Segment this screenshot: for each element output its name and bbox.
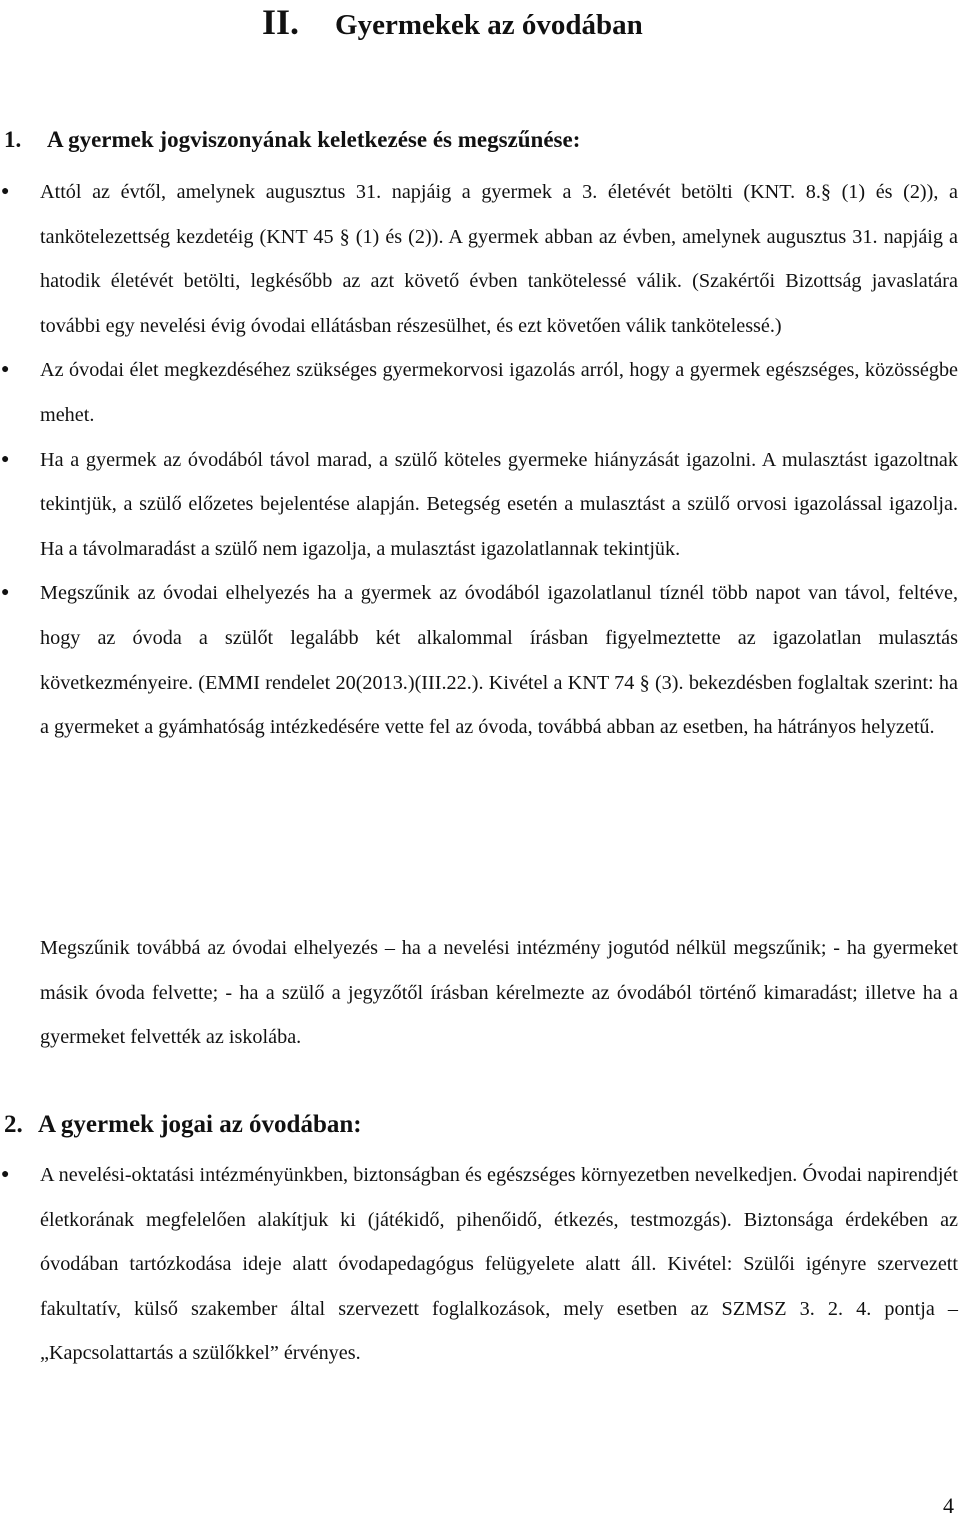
list-item xyxy=(0,1153,958,1376)
section-1-number: 1. xyxy=(4,127,22,152)
section-1-title: A gyermek jogviszonyának keletkezése és megszűnése: xyxy=(47,127,581,152)
section-2-bullet-list xyxy=(0,1153,960,1376)
list-item-text: Attól az évtől, amelynek augusztus 31. napjáig a gyermek a 3. életévét betölti (KNT. 8.§ (1) és (2)), a tankötelezettség kezdetéig (KNT 45 § (1) és (2)). A gyermek abban az évben, amelynek augusztus 31. napjáig a hatodik életévét betölti, legkésőbb az azt követő évben tankötelessé válik. (Szakértői Bizottság javaslatára további egy nevelési évig óvodai ellátásban részesülhet, és ezt követően válik tankötelessé.) xyxy=(40,181,958,337)
section-2-heading xyxy=(4,1106,362,1144)
section-2-title: A gyermek jogai az óvodában: xyxy=(38,1111,362,1138)
bullet-icon: ● xyxy=(1,1167,10,1182)
bullet-icon: ● xyxy=(1,184,10,199)
list-item-text: Ha a gyermek az óvodából távol marad, a szülő köteles gyermeke hiányzását igazolni. A mulasztást igazoltnak tekintjük, a szülő előzetes bejelentése alapján. Betegség esetén a mulasztást a szülő orvosi igazolással igazolja. Ha a távolmaradást a szülő nem igazolja, a mulasztást igazolatlannak tekintjük. xyxy=(40,448,958,560)
bullet-icon: ● xyxy=(1,585,10,601)
list-item-text: Az óvodai élet megkezdéséhez szükséges gyermekorvosi igazolás arról, hogy a gyermek egészséges, közösségbe mehet. xyxy=(40,359,958,426)
bullet-icon: ● xyxy=(1,362,10,378)
section-1-paragraph: Megszűnik továbbá az óvodai elhelyezés – ha a nevelési intézmény jogutód nélkül megszűnik; - ha gyermeket másik óvoda felvette; - ha a szülő a jegyzőtől írásban kérelmezte az óvodából történő kimaradást; illetve ha a gyermeket felvették az iskolába. xyxy=(40,937,958,1049)
list-item xyxy=(0,438,958,572)
list-item xyxy=(0,348,958,437)
chapter-title xyxy=(262,0,643,47)
list-item-text: Megszűnik az óvodai elhelyezés ha a gyermek az óvodából igazolatlanul tíznél több napot van távol, feltéve, hogy az óvoda a szülőt legalább két alkalommal írásban figyelmeztette az igazolatlan mulasztás következményeire. (EMMI rendelet 20(2013.)(III.22.). Kivétel a KNT 74 § (3). bekezdésben foglaltak szerint: ha a gyermeket a gyámhatóság intézkedésére vette fel az óvoda, továbbá abban az esetben, ha hátrányos helyzetű. xyxy=(40,582,958,739)
section-2-number: 2. xyxy=(4,1111,23,1138)
list-item xyxy=(0,170,958,348)
section-1-bullet-list xyxy=(0,170,960,750)
chapter-title-text: Gyermekek az óvodában xyxy=(335,9,643,41)
list-item xyxy=(0,571,958,749)
section-1-heading xyxy=(4,122,580,158)
list-item-text: A nevelési-oktatási intézményünkben, biztonságban és egészséges környezetben nevelkedjen. Óvodai napirendjét életkorának megfelelően alakítjuk ki (játékidő, pihenőidő, étkezés, testmozgás). Biztonsága érdekében az óvodában tartózkodása ideje alatt óvodapedagógus felügyelete alatt áll. Kivétel: Szülői igényre szervezett fakultatív, külső szakember által szervezett foglalkozások, mely esetben az SZMSZ 3. 2. 4. pontja – „Kapcsolattartás a szülőkkel” érvényes. xyxy=(40,1164,958,1365)
chapter-number: II. xyxy=(262,2,300,42)
bullet-icon: ● xyxy=(1,451,10,467)
page-number: 4 xyxy=(943,1493,954,1518)
